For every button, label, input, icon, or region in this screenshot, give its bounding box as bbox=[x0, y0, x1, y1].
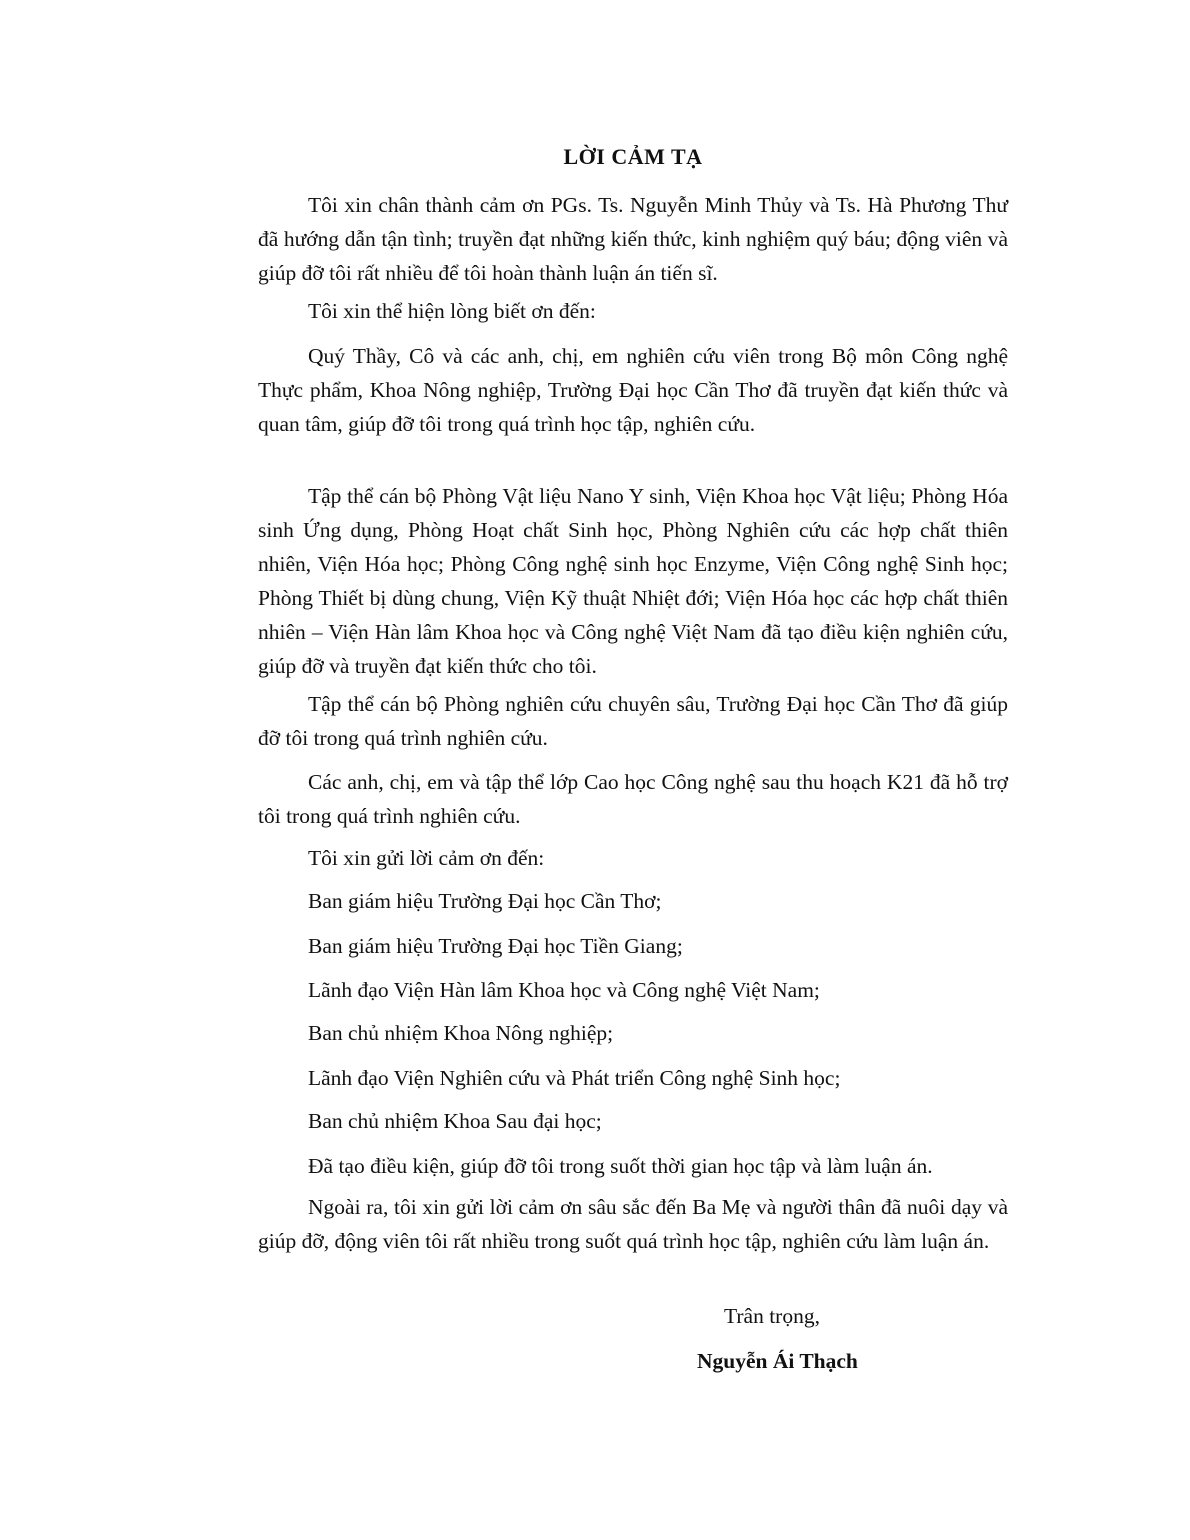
paragraph-classmates: Các anh, chị, em và tập thể lớp Cao học Công nghệ sau thu hoạch K21 đã hỗ trợ tôi trong quá trình nghiên cứu. bbox=[258, 770, 1008, 828]
list-item: Ban giám hiệu Trường Đại học Tiền Giang; bbox=[308, 934, 683, 958]
list-item: Lãnh đạo Viện Nghiên cứu và Phát triển Công nghệ Sinh học; bbox=[308, 1066, 841, 1090]
paragraph-family: Ngoài ra, tôi xin gửi lời cảm ơn sâu sắc đến Ba Mẹ và người thân đã nuôi dạy và giúp đỡ, động viên tôi rất nhiều trong suốt quá trình học tập, nghiên cứu làm luận án. bbox=[258, 1195, 1008, 1253]
document-title: LỜI CẢM TẠ bbox=[563, 144, 703, 169]
list-item: Ban giám hiệu Trường Đại học Cần Thơ; bbox=[308, 889, 662, 913]
paragraph-gratitude-intro: Tôi xin thể hiện lòng biết ơn đến: bbox=[308, 299, 596, 323]
author-signature-name: Nguyễn Ái Thạch bbox=[697, 1349, 858, 1373]
list-item: Ban chủ nhiệm Khoa Sau đại học; bbox=[308, 1109, 602, 1133]
paragraph-thanks-intro: Tôi xin gửi lời cảm ơn đến: bbox=[308, 846, 545, 870]
list-item: Ban chủ nhiệm Khoa Nông nghiệp; bbox=[308, 1021, 614, 1045]
paragraph-research-lab: Tập thể cán bộ Phòng nghiên cứu chuyên sâu, Trường Đại học Cần Thơ đã giúp đỡ tôi trong quá trình nghiên cứu. bbox=[258, 692, 1008, 750]
paragraph-advisors: Tôi xin chân thành cảm ơn PGs. Ts. Nguyễn Minh Thủy và Ts. Hà Phương Thư đã hướng dẫn tận tình; truyền đạt những kiến thức, kinh nghiệm quý báu; động viên và giúp đỡ tôi rất nhiều để tôi hoàn thành luận án tiến sĩ. bbox=[258, 193, 1008, 285]
paragraph-food-technology-dept: Quý Thầy, Cô và các anh, chị, em nghiên cứu viên trong Bộ môn Công nghệ Thực phẩm, Khoa Nông nghiệp, Trường Đại học Cần Thơ đã truyền đạt kiến thức và quan tâm, giúp đỡ tôi trong quá trình học tập, nghiên cứu. bbox=[258, 344, 1008, 436]
list-item: Lãnh đạo Viện Hàn lâm Khoa học và Công nghệ Việt Nam; bbox=[308, 978, 820, 1002]
list-item: Đã tạo điều kiện, giúp đỡ tôi trong suốt thời gian học tập và làm luận án. bbox=[308, 1154, 933, 1178]
paragraph-academy-labs: Tập thể cán bộ Phòng Vật liệu Nano Y sinh, Viện Khoa học Vật liệu; Phòng Hóa sinh Ứng dụng, Phòng Hoạt chất Sinh học, Phòng Nghiên cứu các hợp chất thiên nhiên, Viện Hóa học; Phòng Công nghệ sinh học Enzyme, Viện Công nghệ Sinh học; Phòng Thiết bị dùng chung, Viện Kỹ thuật Nhiệt đới; Viện Hóa học các hợp chất thiên nhiên – Viện Hàn lâm Khoa học và Công nghệ Việt Nam đã tạo điều kiện nghiên cứu, giúp đỡ và truyền đạt kiến thức cho tôi. bbox=[258, 484, 1008, 678]
closing-text: Trân trọng, bbox=[724, 1304, 820, 1328]
